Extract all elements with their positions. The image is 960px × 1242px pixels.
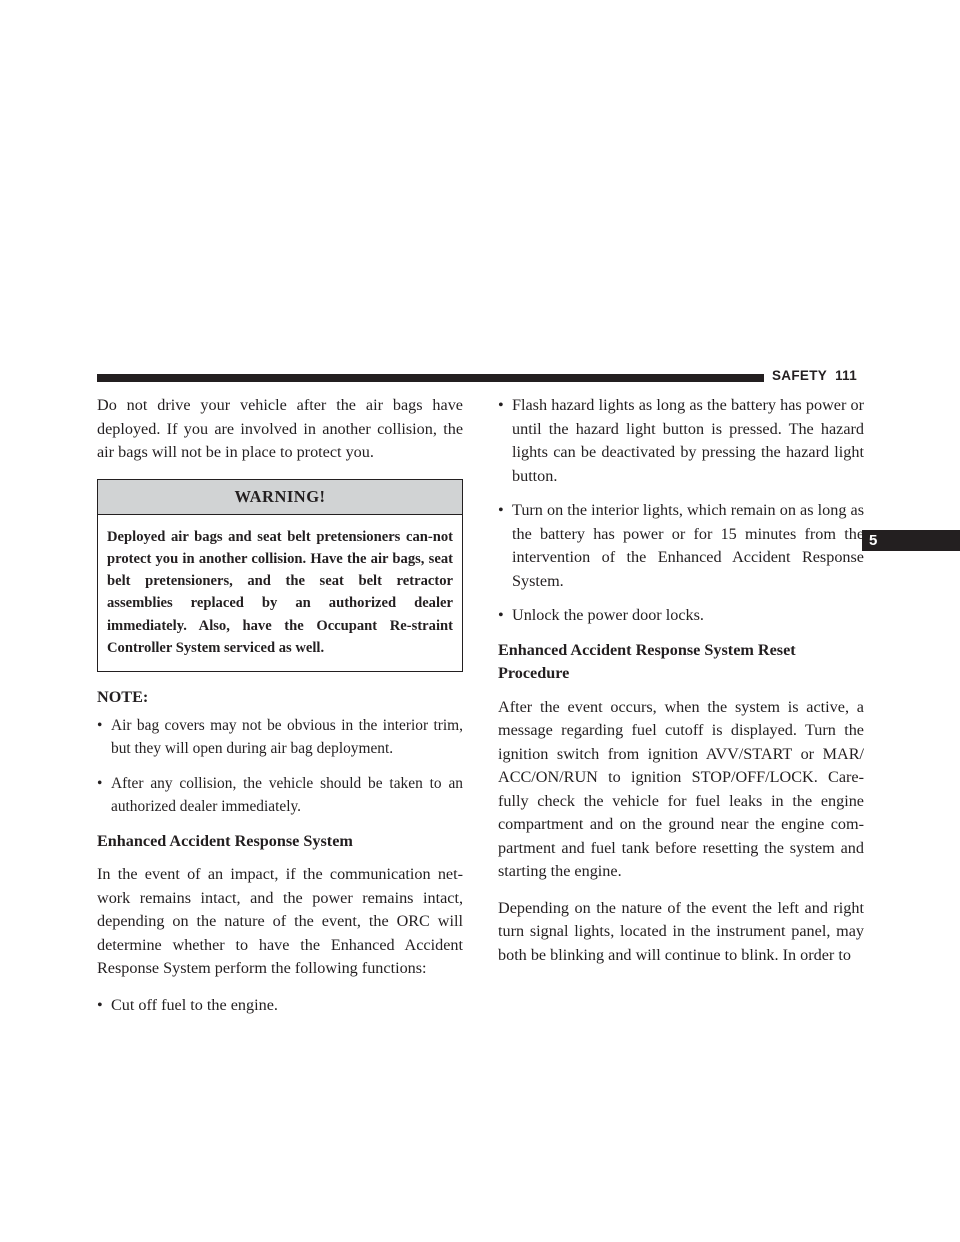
list-item-text: After any collision, the vehicle should be taken to an authorized dealer immediately. xyxy=(111,774,463,816)
note-list xyxy=(97,714,463,819)
note-label: NOTE: xyxy=(97,688,149,707)
list-item-text: Cut off fuel to the engine. xyxy=(111,995,278,1014)
chapter-number: 5 xyxy=(869,532,878,549)
reset-paragraph-2: Depending on the nature of the event the left and right turn signal lights, located in the instrument panel, may both be blinking and will continue to blink. In order to xyxy=(498,898,864,964)
list-item-text: Flash hazard lights as long as the battery has power or until the hazard light button is pressed. The hazard lights can be deactivated by pressing the hazard light button. xyxy=(512,396,864,485)
intro-paragraph: Do not drive your vehicle after the air bags have deployed. If you are involved in another collision, the air bags will not be in place to protect you. xyxy=(97,396,463,461)
section-title: SAFETY xyxy=(772,368,828,383)
running-header xyxy=(772,368,857,383)
list-item xyxy=(97,714,463,761)
section-heading: Enhanced Accident Response System xyxy=(97,831,353,850)
list-item xyxy=(97,772,463,819)
reset-paragraph-1: After the event occurs, when the system is active, a message regarding fuel cutoff is displayed. Turn the ignition switch from ignition AVV/START or MAR/ ACC/ON/RUN to ignition STOP/OFF/LOCK. Care-fully check the vehicle for fuel leaks in the engine compartment and on the ground near the engine com-partment and fuel tank before resetting the system and starting the engine. xyxy=(498,697,864,880)
bullet-icon: • xyxy=(498,606,504,624)
list-item-text: Air bag covers may not be obvious in the interior trim, but they will open during air bag deployment. xyxy=(111,716,463,758)
warning-title: WARNING! xyxy=(98,480,462,515)
page-number: 111 xyxy=(835,368,857,383)
header-rule xyxy=(97,374,764,382)
section-paragraph: In the event of an impact, if the communication net-work remains intact, and the power remains intact, depending on the nature of the event, the ORC will determine whether to have the Enhanced Accident Response System perform the following functions: xyxy=(97,865,463,978)
reset-heading: Enhanced Accident Response System Reset Procedure xyxy=(498,640,796,682)
bullet-icon: • xyxy=(97,995,103,1014)
left-column xyxy=(97,394,463,1028)
bullet-icon: • xyxy=(498,396,504,414)
list-item-text: Turn on the interior lights, which remain on as long as the battery has power or for 15 minutes from the intervention of the Enhanced Accident Response System. xyxy=(512,501,864,590)
chapter-tab xyxy=(862,530,960,551)
list-item-text: Unlock the power door locks. xyxy=(512,606,704,624)
function-list-continued xyxy=(498,394,864,628)
function-list xyxy=(97,994,463,1018)
bullet-icon: • xyxy=(97,774,103,792)
list-item xyxy=(498,499,864,593)
warning-body: Deployed air bags and seat belt pretensioners can-not protect you in another collision. Have the air bags, seat belt pretensioners, and the seat belt retractor assemblies replaced by an authorized dealer immediately. Also, have the Occupant Re-straint Controller System serviced as well. xyxy=(107,528,453,656)
list-item xyxy=(498,394,864,488)
right-column xyxy=(498,394,864,967)
bullet-icon: • xyxy=(498,501,504,519)
list-item xyxy=(498,604,864,628)
list-item xyxy=(97,994,463,1018)
warning-box xyxy=(97,479,463,673)
bullet-icon: • xyxy=(97,716,103,734)
